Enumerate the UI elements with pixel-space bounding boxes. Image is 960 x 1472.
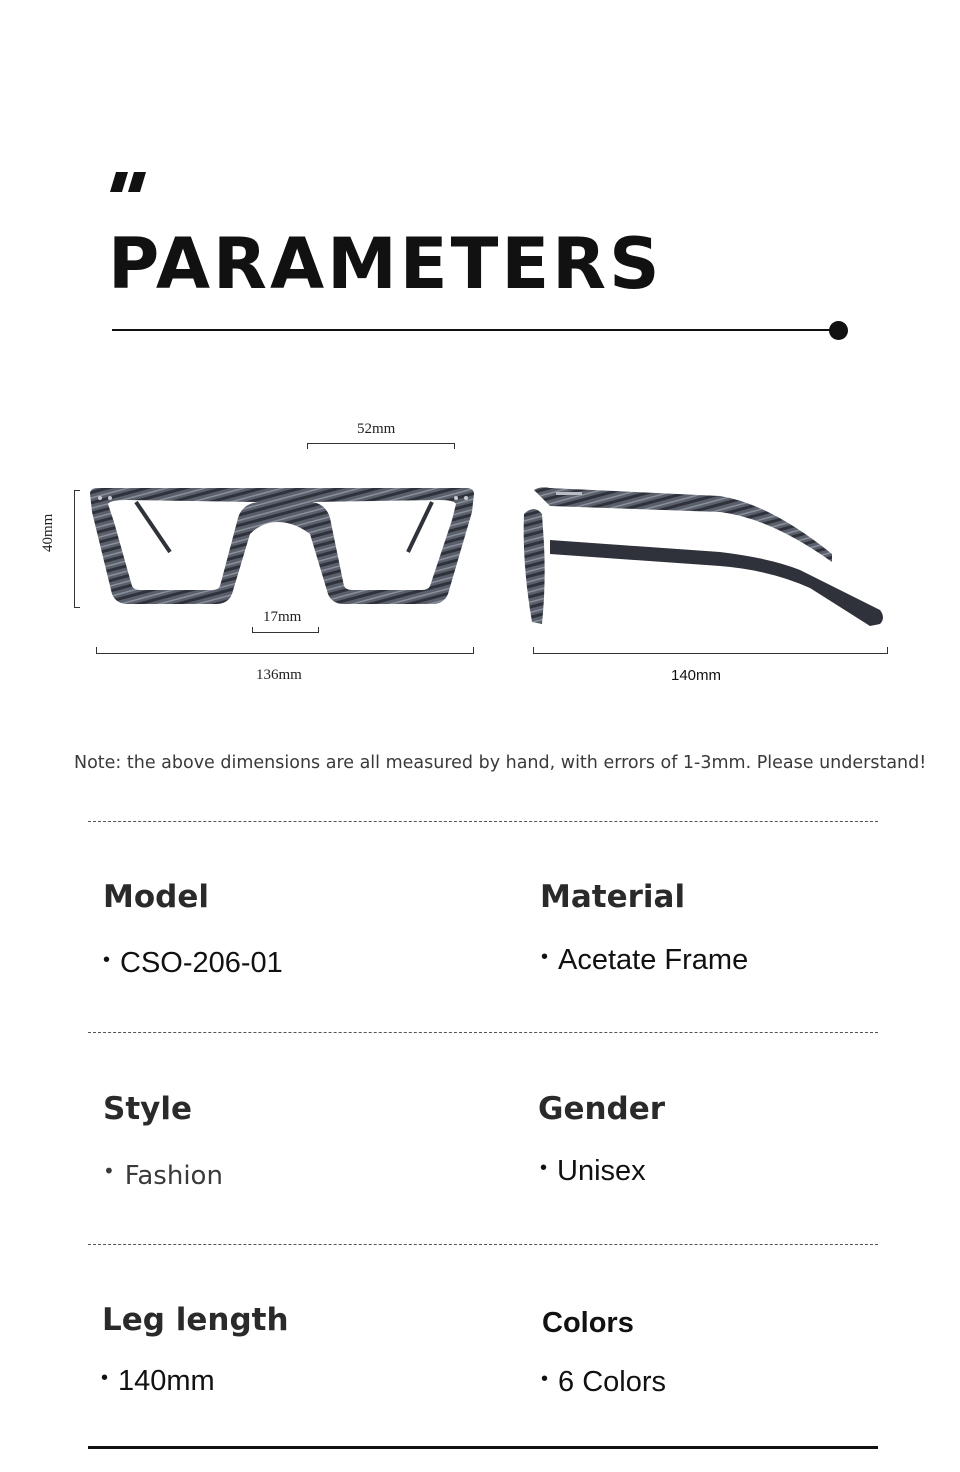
dimension-lens-width: 52mm [357, 421, 396, 437]
dimension-line-temple-length [533, 653, 888, 654]
spec-value-leg-length: • 140mm [101, 1360, 215, 1399]
spec-value-colors: • 6 Colors [541, 1361, 666, 1400]
spec-label-gender: Gender [538, 1091, 666, 1127]
dimension-bridge: 17mm [263, 609, 302, 625]
spec-label-style: Style [103, 1091, 193, 1127]
dimension-tick [74, 607, 80, 608]
dimension-tick [74, 490, 80, 491]
spec-label-material: Material [540, 879, 686, 915]
dimension-temple-length: 140mm [671, 667, 722, 684]
bullet-icon: • [103, 1159, 115, 1183]
divider [88, 1244, 878, 1245]
dimension-lens-height: 40mm [40, 513, 56, 552]
bullet-icon: • [540, 1157, 548, 1179]
glasses-side-view [520, 484, 890, 630]
dimension-tick [454, 443, 455, 449]
spec-label-colors: Colors [542, 1307, 634, 1339]
spec-value-material: • Acetate Frame [541, 939, 748, 978]
dimension-tick [252, 627, 253, 633]
spec-value-model: • CSO-206-01 [103, 942, 283, 981]
bullet-icon: • [541, 1368, 549, 1390]
divider [88, 1032, 878, 1033]
dimension-line-bridge [252, 632, 319, 633]
measurement-note: Note: the above dimensions are all measured by hand, with errors of 1-3mm. Please understand! [74, 753, 927, 773]
dimension-line-lens-height [74, 490, 75, 608]
bullet-icon: • [103, 949, 111, 971]
dimension-tick [318, 627, 319, 633]
title-underline-dot [829, 321, 848, 340]
dimension-line-lens-width [307, 443, 455, 444]
spec-value-gender: • Unisex [540, 1150, 646, 1189]
spec-value-style: • Fashion [103, 1153, 223, 1194]
dimension-tick [307, 443, 308, 449]
dimension-tick [533, 647, 534, 654]
dimension-frame-width: 136mm [256, 667, 302, 683]
bullet-icon: • [101, 1367, 109, 1389]
bottom-rule [88, 1446, 878, 1449]
dimension-tick [887, 647, 888, 654]
page-title: PARAMETERS [108, 223, 663, 305]
divider [88, 821, 878, 822]
glasses-front-view [86, 482, 480, 612]
dimension-tick [473, 647, 474, 654]
spec-label-model: Model [103, 879, 209, 915]
dimension-tick [96, 647, 97, 654]
spec-label-leg-length: Leg length [102, 1302, 289, 1338]
quote-mark-icon [110, 172, 148, 192]
dimension-line-frame-width [96, 653, 474, 654]
title-underline [112, 329, 834, 331]
bullet-icon: • [541, 946, 549, 968]
